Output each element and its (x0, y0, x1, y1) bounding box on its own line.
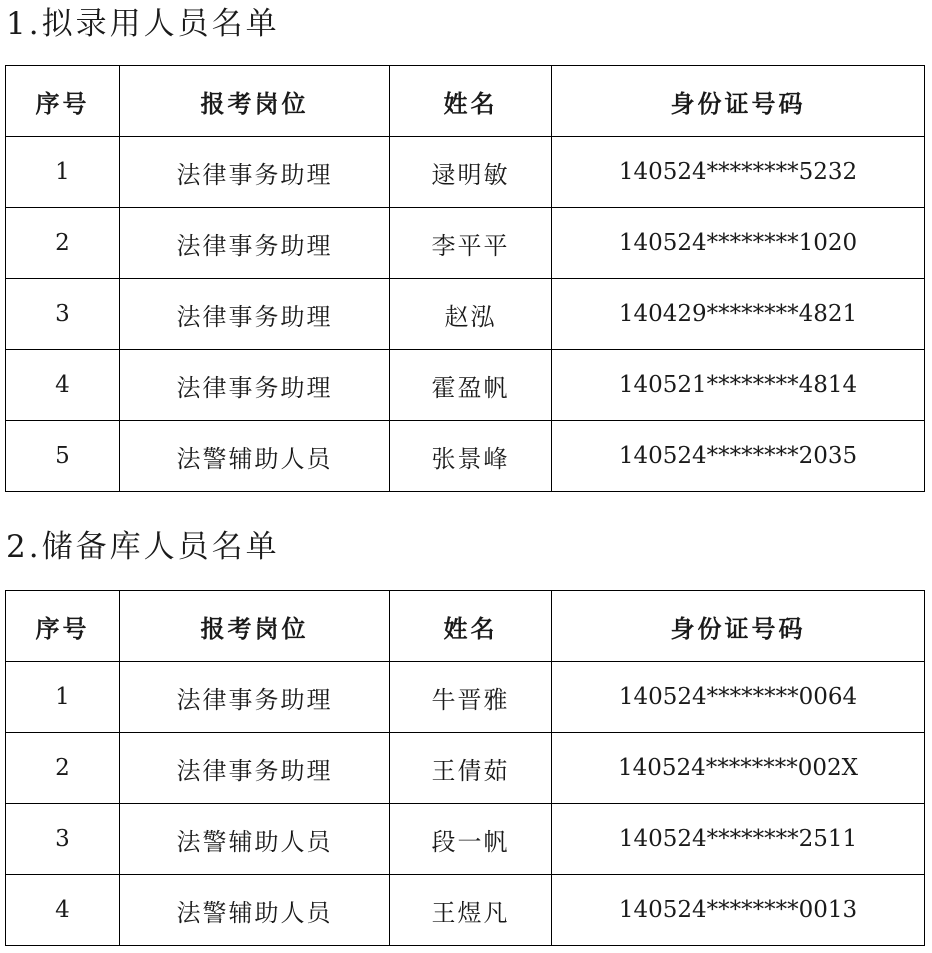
cell-name: 王倩茹 (390, 733, 552, 804)
cell-position: 法律事务助理 (120, 733, 390, 804)
header-id-number: 身份证号码 (552, 66, 925, 137)
cell-serial: 4 (6, 875, 120, 946)
cell-id-number: 140524********2035 (552, 421, 925, 492)
header-serial: 序号 (6, 591, 120, 662)
cell-position: 法律事务助理 (120, 662, 390, 733)
cell-name: 李平平 (390, 208, 552, 279)
cell-id-number: 140524********2511 (552, 804, 925, 875)
section-title-hire-list: 1.拟录用人员名单 (6, 6, 280, 42)
cell-name: 段一帆 (390, 804, 552, 875)
cell-name: 赵泓 (390, 279, 552, 350)
header-name: 姓名 (390, 591, 552, 662)
cell-serial: 2 (6, 733, 120, 804)
cell-id-number: 140524********002X (552, 733, 925, 804)
cell-serial: 2 (6, 208, 120, 279)
table-header-row (6, 66, 925, 137)
cell-position: 法警辅助人员 (120, 421, 390, 492)
table-row (6, 875, 925, 946)
hire-list-table (5, 65, 925, 492)
reserve-list-table (5, 590, 925, 946)
cell-position: 法律事务助理 (120, 208, 390, 279)
cell-position: 法律事务助理 (120, 350, 390, 421)
cell-name: 霍盈帆 (390, 350, 552, 421)
cell-position: 法警辅助人员 (120, 804, 390, 875)
header-name: 姓名 (390, 66, 552, 137)
cell-id-number: 140524********0064 (552, 662, 925, 733)
cell-name: 张景峰 (390, 421, 552, 492)
cell-position: 法警辅助人员 (120, 875, 390, 946)
table-row (6, 350, 925, 421)
cell-id-number: 140524********0013 (552, 875, 925, 946)
table-row (6, 137, 925, 208)
table-header-row (6, 591, 925, 662)
cell-position: 法律事务助理 (120, 279, 390, 350)
cell-serial: 3 (6, 279, 120, 350)
table-row (6, 421, 925, 492)
cell-id-number: 140524********1020 (552, 208, 925, 279)
header-position: 报考岗位 (120, 591, 390, 662)
cell-serial: 4 (6, 350, 120, 421)
table-row (6, 208, 925, 279)
cell-serial: 1 (6, 137, 120, 208)
cell-id-number: 140521********4814 (552, 350, 925, 421)
cell-serial: 3 (6, 804, 120, 875)
cell-name: 逯明敏 (390, 137, 552, 208)
cell-name: 王煜凡 (390, 875, 552, 946)
header-position: 报考岗位 (120, 66, 390, 137)
cell-position: 法律事务助理 (120, 137, 390, 208)
table-row (6, 662, 925, 733)
section-title-reserve-list: 2.储备库人员名单 (6, 529, 280, 565)
cell-serial: 5 (6, 421, 120, 492)
table-row (6, 279, 925, 350)
cell-id-number: 140524********5232 (552, 137, 925, 208)
table-row (6, 804, 925, 875)
cell-serial: 1 (6, 662, 120, 733)
cell-name: 牛晋雅 (390, 662, 552, 733)
header-serial: 序号 (6, 66, 120, 137)
cell-id-number: 140429********4821 (552, 279, 925, 350)
table-row (6, 733, 925, 804)
header-id-number: 身份证号码 (552, 591, 925, 662)
